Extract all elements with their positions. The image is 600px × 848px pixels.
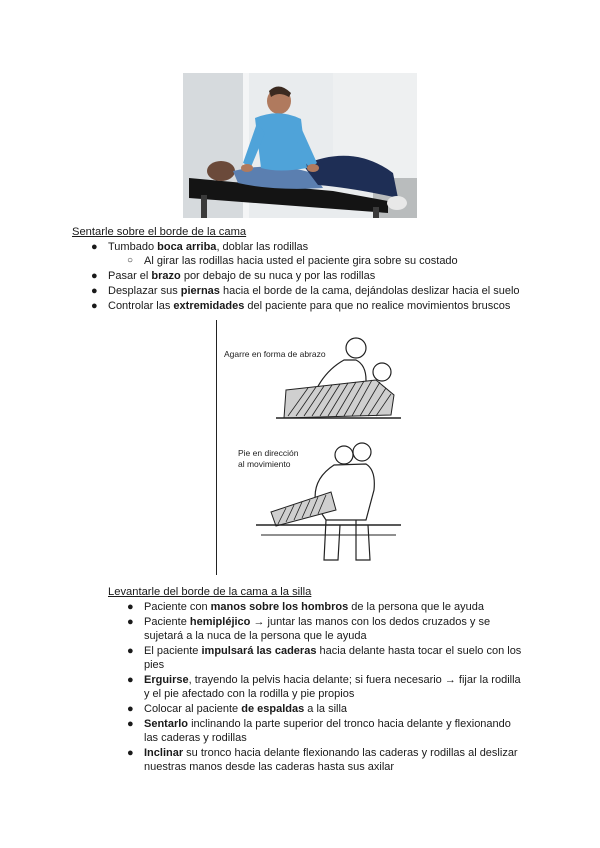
sub-bullet-icon: ○ [127, 255, 134, 266]
bullet-icon: ● [127, 616, 134, 628]
list-item: Colocar al paciente de espaldas a la silla [144, 703, 348, 715]
section-heading-sentarle: Sentarle sobre el borde de la cama [72, 226, 247, 238]
list-item: Paciente hemipléjico → juntar las manos con los dedos cruzados y se [144, 616, 491, 628]
bullet-icon: ● [127, 718, 134, 730]
figure-label-top: Agarre en forma de abrazo [224, 349, 326, 359]
list-item: Erguirse, trayendo la pelvis hacia delante; si fuera necesario → fijar la rodilla [144, 674, 521, 686]
list-item: Sentarlo inclinando la parte superior del tronco hacia delante y flexionando [144, 718, 511, 730]
bullet-icon: ● [91, 300, 98, 312]
list-item: Paciente con manos sobre los hombros de la persona que le ayuda [144, 601, 484, 613]
bullet-icon: ● [127, 674, 134, 686]
bullet-icon: ● [127, 601, 134, 613]
list-item-continuation: sujetará a la nuca de la persona que le ayuda [144, 630, 367, 642]
list-subitem: Al girar las rodillas hacia usted el paciente gira sobre su costado [144, 255, 458, 267]
list-item: Controlar las extremidades del paciente para que no realice movimientos bruscos [108, 300, 511, 312]
bullet-icon: ● [91, 241, 98, 253]
figure-label-bottom-1: Pie en dirección [238, 448, 299, 458]
bullet-icon: ● [127, 703, 134, 715]
list-item: Pasar el brazo por debajo de su nuca y por las rodillas [108, 270, 376, 282]
transfer-illustration [216, 320, 420, 575]
list-item: Inclinar su tronco hacia delante flexionando las caderas y rodillas al deslizar [144, 747, 518, 759]
list-item: Tumbado boca arriba, doblar las rodillas [108, 241, 309, 253]
bullet-icon: ● [127, 645, 134, 657]
list-item-continuation: nuestras manos desde las caderas hasta sus axilar [144, 761, 395, 773]
list-item: El paciente impulsará las caderas hacia delante hasta tocar el suelo con los [144, 645, 522, 657]
list-item-continuation: y el pie afectado con la rodilla y pie propios [144, 688, 355, 700]
list-item-continuation: las caderas y rodillas [144, 732, 247, 744]
list-item-continuation: pies [144, 659, 165, 671]
bullet-icon: ● [127, 747, 134, 759]
figure-label-bottom-2: al movimiento [238, 459, 291, 469]
list-item: Desplazar sus piernas hacia el borde de la cama, dejándolas deslizar hacia el suelo [108, 285, 520, 297]
physio-photo [183, 73, 417, 218]
section-heading-levantarle: Levantarle del borde de la cama a la silla [108, 586, 312, 598]
bullet-icon: ● [91, 270, 98, 282]
bullet-icon: ● [91, 285, 98, 297]
